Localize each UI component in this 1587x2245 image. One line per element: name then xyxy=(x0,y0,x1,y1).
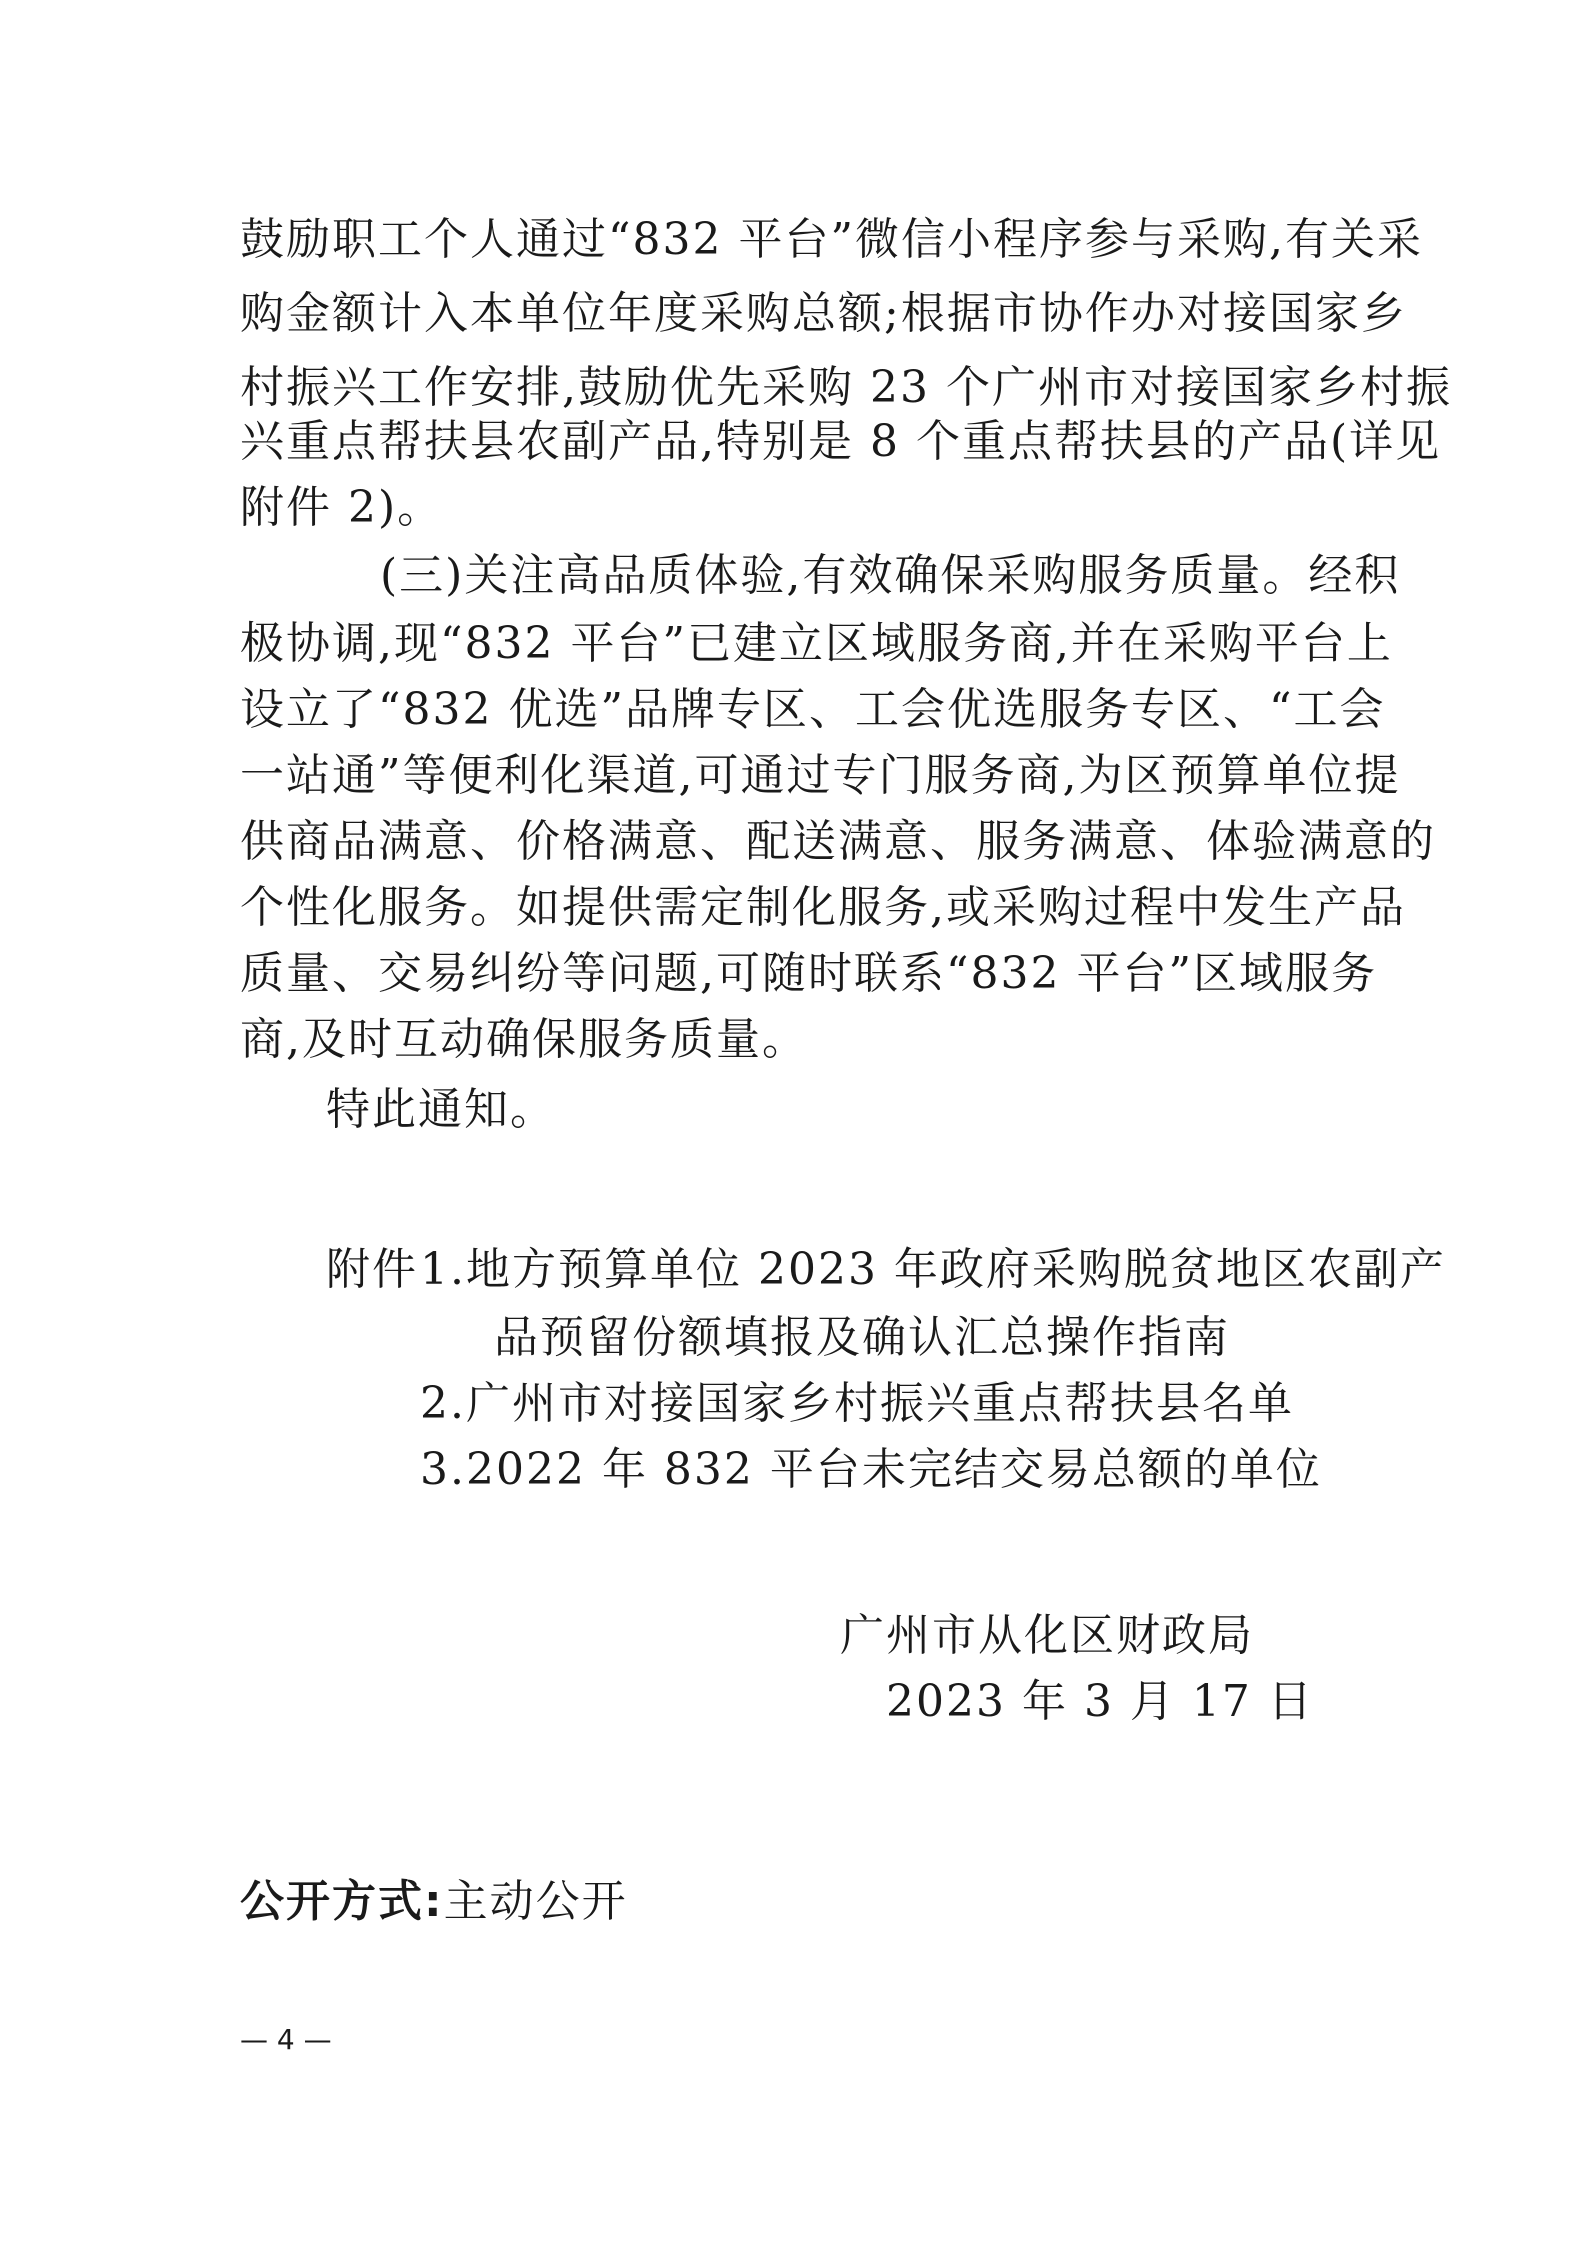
body-line: (三)关注高品质体验,有效确保采购服务质量。经积 xyxy=(380,550,1401,601)
body-line: 附件 2)。 xyxy=(240,482,444,533)
attachment-item-1: 1.地方预算单位 2023 年政府采购脱贫地区农副产 xyxy=(420,1244,1446,1295)
signature-date: 2023 年 3 月 17 日 xyxy=(886,1676,1314,1727)
body-line: 个性化服务。如提供需定制化服务,或采购过程中发生产品 xyxy=(240,882,1406,933)
attachment-item-2: 2.广州市对接国家乡村振兴重点帮扶县名单 xyxy=(420,1378,1294,1429)
closing-text: 特此通知。 xyxy=(326,1084,556,1135)
body-line: 兴重点帮扶县农副产品,特别是 8 个重点帮扶县的产品(详见 xyxy=(240,416,1442,467)
disclosure xyxy=(240,1872,628,1932)
body-line: 购金额计入本单位年度采购总额;根据市协作办对接国家乡 xyxy=(240,288,1407,339)
attachment-item-1-cont: 品预留份额填报及确认汇总操作指南 xyxy=(494,1312,1230,1363)
disclosure-value: 主动公开 xyxy=(443,1876,628,1927)
page-number: — 4 — xyxy=(240,2023,332,2056)
attachment-item-3: 3.2022 年 832 平台未完结交易总额的单位 xyxy=(420,1444,1322,1495)
disclosure-label: 公开方式: xyxy=(240,1876,444,1927)
body-line: 质量、交易纠纷等问题,可随时联系“832 平台”区域服务 xyxy=(240,948,1377,999)
body-line: 供商品满意、价格满意、配送满意、服务满意、体验满意的 xyxy=(240,816,1436,867)
attachments-label: 附件 xyxy=(326,1244,418,1295)
body-line: 一站通”等便利化渠道,可通过专门服务商,为区预算单位提 xyxy=(240,750,1401,801)
body-line: 村振兴工作安排,鼓励优先采购 23 个广州市对接国家乡村振 xyxy=(240,362,1452,413)
body-line: 极协调,现“832 平台”已建立区域服务商,并在采购平台上 xyxy=(240,618,1393,669)
body-line: 设立了“832 优选”品牌专区、工会优选服务专区、“工会 xyxy=(240,684,1386,735)
signature-org: 广州市从化区财政局 xyxy=(840,1610,1254,1661)
body-line: 商,及时互动确保服务质量。 xyxy=(240,1014,808,1065)
body-line: 鼓励职工个人通过“832 平台”微信小程序参与采购,有关采 xyxy=(240,214,1423,265)
